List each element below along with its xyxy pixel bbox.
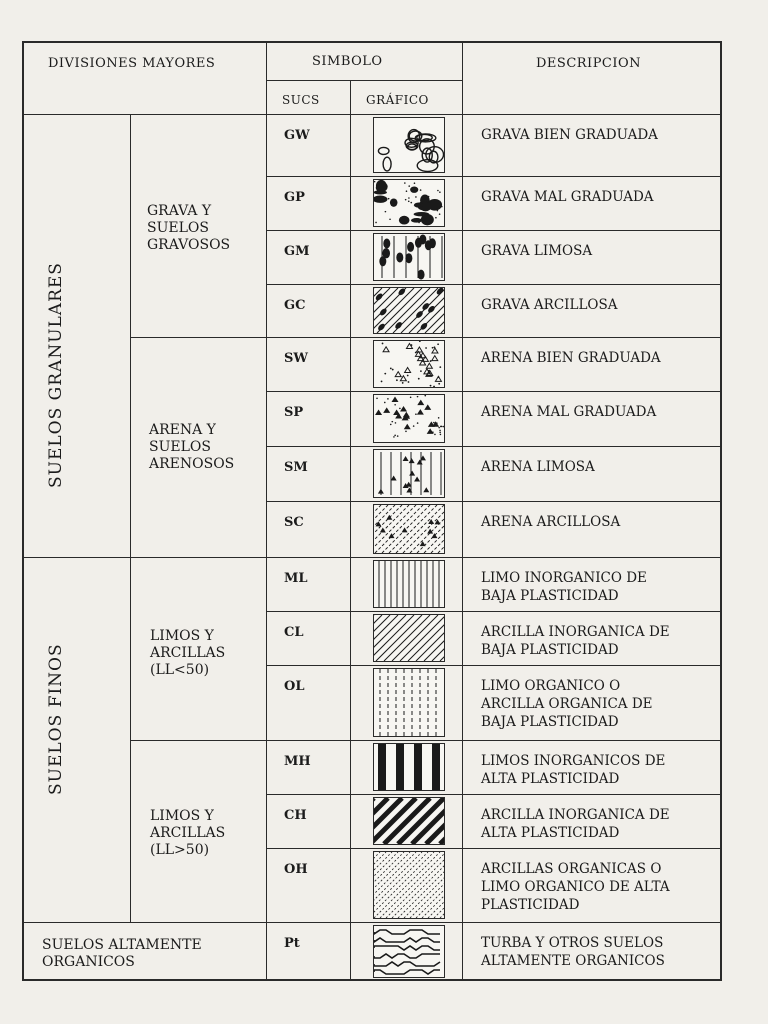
row-divider-line (266, 922, 722, 923)
sucs-code: OH (284, 862, 308, 877)
sand-clayey-pattern-icon (373, 504, 445, 554)
group-arena-label: ARENA Y SUELOS ARENOSOS (149, 422, 235, 472)
row-divider-line (266, 848, 722, 849)
gravel-silty-pattern-icon (373, 233, 445, 281)
header-sucs: SUCS (282, 93, 320, 107)
row-divider-line (266, 391, 722, 392)
col-line-grafico (350, 80, 351, 981)
soil-description: LIMO INORGANICO DE BAJA PLASTICIDAD (481, 570, 647, 604)
silt-high-pattern-icon (373, 743, 445, 791)
sucs-code: ML (284, 571, 308, 586)
sucs-code: MH (284, 754, 311, 769)
major-finos-label: SUELOS FINOS (46, 643, 66, 795)
gravel-well-graded-pattern-icon (373, 117, 445, 173)
soil-description: GRAVA BIEN GRADUADA (481, 127, 658, 143)
sucs-code: GP (284, 190, 305, 205)
gravel-clayey-pattern-icon (373, 287, 445, 334)
soil-description: GRAVA MAL GRADUADA (481, 189, 654, 205)
sucs-code: CH (284, 808, 307, 823)
row-divider-line (266, 740, 722, 741)
sucs-code: GM (284, 244, 310, 259)
row-divider-line (266, 446, 722, 447)
soil-description: ARENA ARCILLOSA (481, 514, 621, 530)
soil-description: TURBA Y OTROS SUELOS ALTAMENTE ORGANICOS (481, 935, 665, 969)
header-bottom-line (22, 114, 722, 115)
sand-silty-pattern-icon (373, 449, 445, 498)
silt-low-pattern-icon (373, 560, 445, 608)
row-divider-line (266, 794, 722, 795)
clay-high-pattern-icon (373, 797, 445, 845)
sucs-code: Pt (284, 936, 300, 951)
soil-description: ARCILLA INORGANICA DE BAJA PLASTICIDAD (481, 624, 670, 658)
row-divider-line (266, 557, 722, 558)
group-divider-arena (130, 337, 267, 338)
sucs-code: GW (284, 128, 310, 143)
row-divider-line (266, 284, 722, 285)
header-grafico: GRÁFICO (366, 93, 429, 107)
sucs-code: SW (284, 351, 308, 366)
row-divider-line (266, 611, 722, 612)
sucs-code: CL (284, 625, 304, 640)
soil-description: ARCILLA INORGANICA DE ALTA PLASTICIDAD (481, 807, 670, 841)
soil-description: GRAVA ARCILLOSA (481, 297, 618, 313)
sucs-code: SC (284, 515, 304, 530)
simbolo-subheader-line (266, 80, 462, 81)
soil-description: LIMOS INORGANICOS DE ALTA PLASTICIDAD (481, 753, 666, 787)
clay-low-pattern-icon (373, 614, 445, 662)
major-divider-finos (22, 557, 267, 558)
sucs-code: SP (284, 405, 304, 420)
header-descripcion: DESCRIPCION (536, 56, 642, 71)
sucs-code: GC (284, 298, 306, 313)
col-line-group (130, 114, 131, 922)
soil-description: ARENA MAL GRADUADA (481, 404, 657, 420)
soil-description: ARENA LIMOSA (481, 459, 595, 475)
sucs-code: SM (284, 460, 308, 475)
row-divider-line (266, 230, 722, 231)
soil-description: GRAVA LIMOSA (481, 243, 593, 259)
peat-pattern-icon (373, 925, 445, 978)
soil-description: ARCILLAS ORGANICAS O LIMO ORGANICO DE ALTA PLASTICIDAD (481, 861, 670, 913)
header-simbolo: SIMBOLO (312, 54, 383, 69)
row-divider-line (266, 501, 722, 502)
row-divider-line (266, 176, 722, 177)
soil-description: LIMO ORGANICO O ARCILLA ORGANICA DE BAJA PLASTICIDAD (481, 678, 653, 730)
header-divisiones: DIVISIONES MAYORES (48, 56, 216, 71)
major-divider-organicos (22, 922, 267, 923)
major-granulares-label: SUELOS GRANULARES (46, 262, 66, 488)
organic-low-pattern-icon (373, 668, 445, 737)
sand-poorly-graded-pattern-icon (373, 394, 445, 443)
group-grava-label: GRAVA Y SUELOS GRAVOSOS (147, 203, 231, 253)
major-organicos-label: SUELOS ALTAMENTE ORGANICOS (42, 937, 202, 970)
sand-well-graded-pattern-icon (373, 340, 445, 388)
soil-description: ARENA BIEN GRADUADA (481, 350, 661, 366)
gravel-poorly-graded-pattern-icon (373, 179, 445, 227)
sucs-code: OL (284, 679, 305, 694)
row-divider-line (266, 665, 722, 666)
organic-high-pattern-icon (373, 851, 445, 919)
col-line-sucs (266, 41, 267, 981)
group-limos-low-label: LIMOS Y ARCILLAS (LL<50) (150, 628, 226, 678)
row-divider-line (266, 337, 722, 338)
col-line-desc (462, 41, 463, 981)
group-divider-limos-high (130, 740, 267, 741)
group-limos-high-label: LIMOS Y ARCILLAS (LL>50) (150, 808, 226, 858)
